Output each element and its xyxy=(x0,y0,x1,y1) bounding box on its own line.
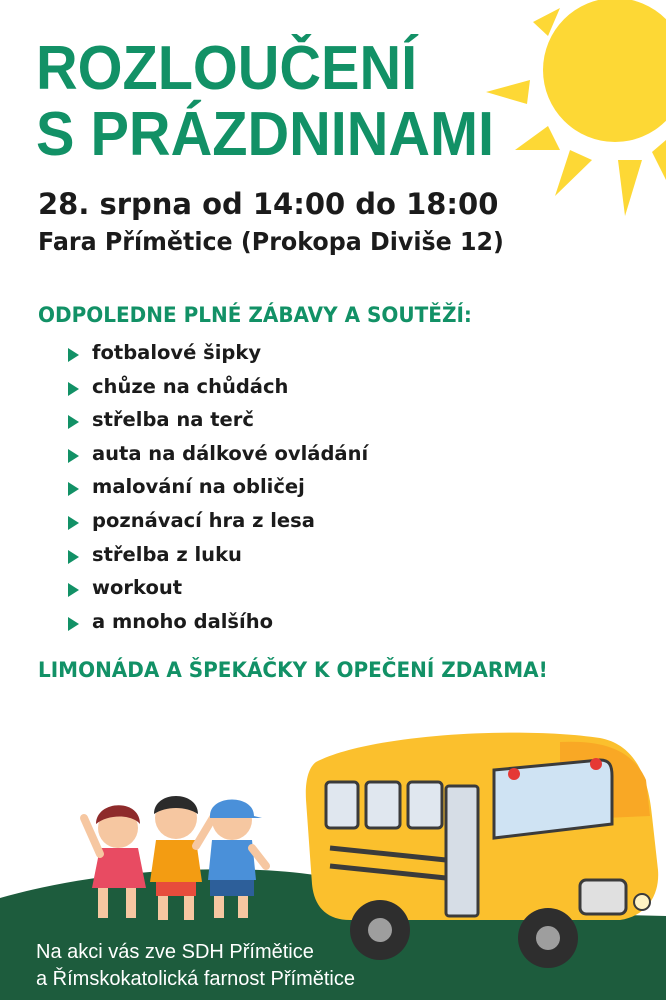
list-item xyxy=(68,338,368,372)
event-venue: Fara Přímětice (Prokopa Diviše 12) xyxy=(38,227,504,256)
footer-line-1: Na akci vás zve SDH Přímětice xyxy=(36,941,314,963)
triangle-bullet-icon xyxy=(68,550,79,564)
list-item xyxy=(68,372,368,406)
event-date-time: 28. srpna od 14:00 do 18:00 xyxy=(38,187,499,221)
triangle-bullet-icon xyxy=(68,348,79,362)
activity-label: fotbalové šipky xyxy=(92,341,262,364)
activities-heading: ODPOLEDNE PLNÉ ZÁBAVY A SOUTĚŽÍ: xyxy=(38,303,472,328)
list-item xyxy=(68,405,368,439)
list-item xyxy=(68,540,368,574)
activity-label: chůze na chůdách xyxy=(92,374,289,398)
activity-list xyxy=(68,338,368,640)
poster-title xyxy=(36,36,494,168)
title-line-2: S PRÁZDNINAMI xyxy=(36,100,495,169)
triangle-bullet-icon xyxy=(68,482,79,496)
activity-label: střelba na terč xyxy=(92,408,254,432)
list-item xyxy=(68,506,368,540)
triangle-bullet-icon xyxy=(68,583,79,597)
triangle-bullet-icon xyxy=(68,382,79,396)
footer-invitation xyxy=(36,939,355,993)
triangle-bullet-icon xyxy=(68,617,79,631)
list-item xyxy=(68,573,368,607)
activity-label: workout xyxy=(92,576,183,600)
activity-label: poznávací hra z lesa xyxy=(92,508,315,532)
list-item xyxy=(68,439,368,473)
triangle-bullet-icon xyxy=(68,415,79,429)
title-line-1: ROZLOUČENÍ xyxy=(36,34,418,103)
list-item xyxy=(68,472,368,506)
activity-label: auta na dálkové ovládání xyxy=(92,441,369,465)
activity-label: střelba z luku xyxy=(92,542,242,566)
footer-line-2: a Římskokatolická farnost Přímětice xyxy=(36,968,355,990)
activity-label: malování na obličej xyxy=(92,475,305,499)
triangle-bullet-icon xyxy=(68,516,79,530)
activity-label: a mnoho dalšího xyxy=(92,609,273,633)
free-refreshments-note: LIMONÁDA A ŠPEKÁČKY K OPEČENÍ ZDARMA! xyxy=(38,658,548,683)
triangle-bullet-icon xyxy=(68,449,79,463)
list-item xyxy=(68,607,368,641)
